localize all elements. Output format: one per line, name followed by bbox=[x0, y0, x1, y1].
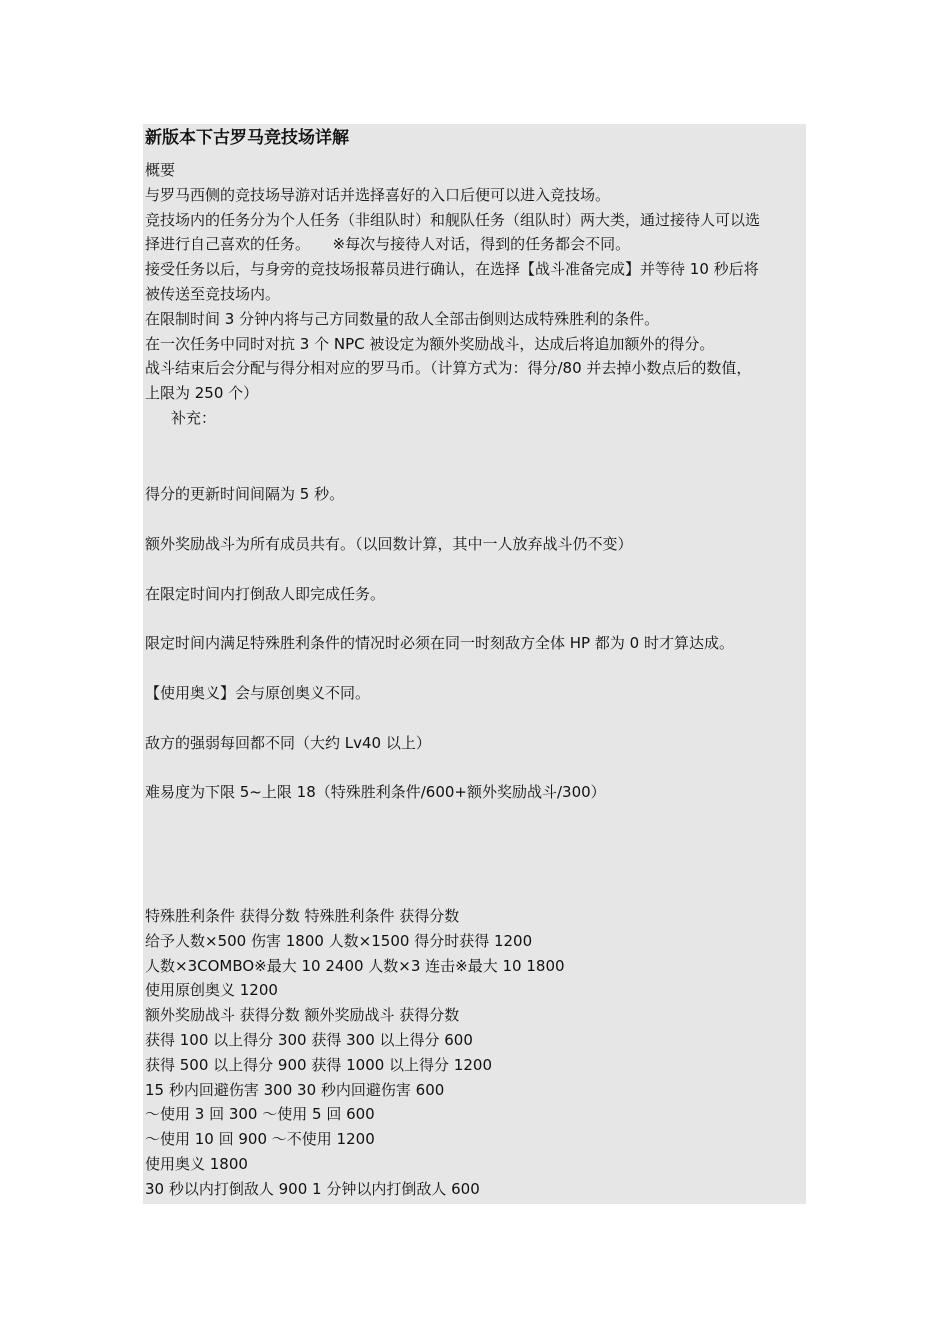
overview-paragraph: 上限为 250 个） bbox=[145, 384, 259, 403]
score-table-row: 15 秒内回避伤害 300 30 秒内回避伤害 600 bbox=[145, 1080, 445, 1099]
overview-paragraph: 在限制时间 3 分钟内将与己方同数量的敌人全部击倒则达成特殊胜利的条件。 bbox=[145, 309, 660, 328]
score-table-row: 获得 500 以上得分 900 获得 1000 以上得分 1200 bbox=[145, 1055, 492, 1074]
note-line: 【使用奥义】会与原创奥义不同。 bbox=[145, 684, 371, 702]
score-table-row: 给予人数×500 伤害 1800 人数×1500 得分时获得 1200 bbox=[145, 931, 533, 950]
overview-heading: 概要 bbox=[145, 161, 176, 179]
supplement-label: 补充： bbox=[171, 408, 217, 427]
document-title: 新版本下古罗马竞技场详解 bbox=[145, 128, 349, 148]
overview-section bbox=[145, 158, 807, 431]
score-table-row: ～使用 10 回 900 ～不使用 1200 bbox=[145, 1130, 375, 1149]
note-line: 额外奖励战斗为所有成员共有。（以回数计算，其中一人放弃战斗仍不变） bbox=[145, 535, 633, 553]
score-table-row: 人数×3COMBO※最大 10 2400 人数×3 连击※最大 10 1800 bbox=[145, 956, 565, 975]
score-table-row: ～使用 3 回 300 ～使用 5 回 600 bbox=[145, 1105, 375, 1124]
overview-paragraph: 竞技场内的任务分为个人任务（非组队时）和舰队任务（组队时）两大类，通过接待人可以选 bbox=[145, 210, 761, 229]
score-table-row: 30 秒以内打倒敌人 900 1 分钟以内打倒敌人 600 bbox=[145, 1179, 480, 1198]
score-table-row: 使用原创奥义 1200 bbox=[145, 981, 278, 1000]
overview-paragraph: 与罗马西侧的竞技场导游对话并选择喜好的入口后便可以进入竞技场。 bbox=[145, 185, 611, 204]
overview-paragraph: 战斗结束后会分配与得分相对应的罗马币。（计算方式为：得分/80 并去掉小数点后的数值， bbox=[145, 359, 752, 378]
overview-paragraph: 被传送至竞技场内。 bbox=[145, 284, 281, 303]
score-table-header: 特殊胜利条件 获得分数 特殊胜利条件 获得分数 bbox=[145, 907, 460, 925]
overview-paragraph: 择进行自己喜欢的任务。 ※每次与接待人对话，得到的任务都会不同。 bbox=[145, 235, 631, 254]
score-table-row: 使用奥义 1800 bbox=[145, 1154, 248, 1173]
score-table-text bbox=[145, 904, 807, 1202]
note-line: 敌方的强弱每回都不同（大约 Lv40 以上） bbox=[145, 734, 431, 752]
note-line: 在限定时间内打倒敌人即完成任务。 bbox=[145, 585, 386, 603]
score-table-row: 获得 100 以上得分 300 获得 300 以上得分 600 bbox=[145, 1030, 473, 1049]
note-line: 得分的更新时间间隔为 5 秒。 bbox=[145, 485, 345, 503]
overview-paragraph: 在一次任务中同时对抗 3 个 NPC 被设定为额外奖励战斗，达成后将追加额外的得分。 bbox=[145, 334, 715, 353]
score-table-header: 额外奖励战斗 获得分数 额外奖励战斗 获得分数 bbox=[145, 1006, 460, 1025]
note-line: 难易度为下限 5~上限 18（特殊胜利条件/600+额外奖励战斗/300） bbox=[145, 783, 606, 801]
note-line: 限定时间内满足特殊胜利条件的情况时必须在同一时刻敌方全体 HP 都为 0 时才算达成。 bbox=[145, 634, 734, 652]
overview-paragraph: 接受任务以后，与身旁的竞技场报幕员进行确认，在选择【战斗准备完成】并等待 10 秒后将 bbox=[145, 260, 759, 279]
